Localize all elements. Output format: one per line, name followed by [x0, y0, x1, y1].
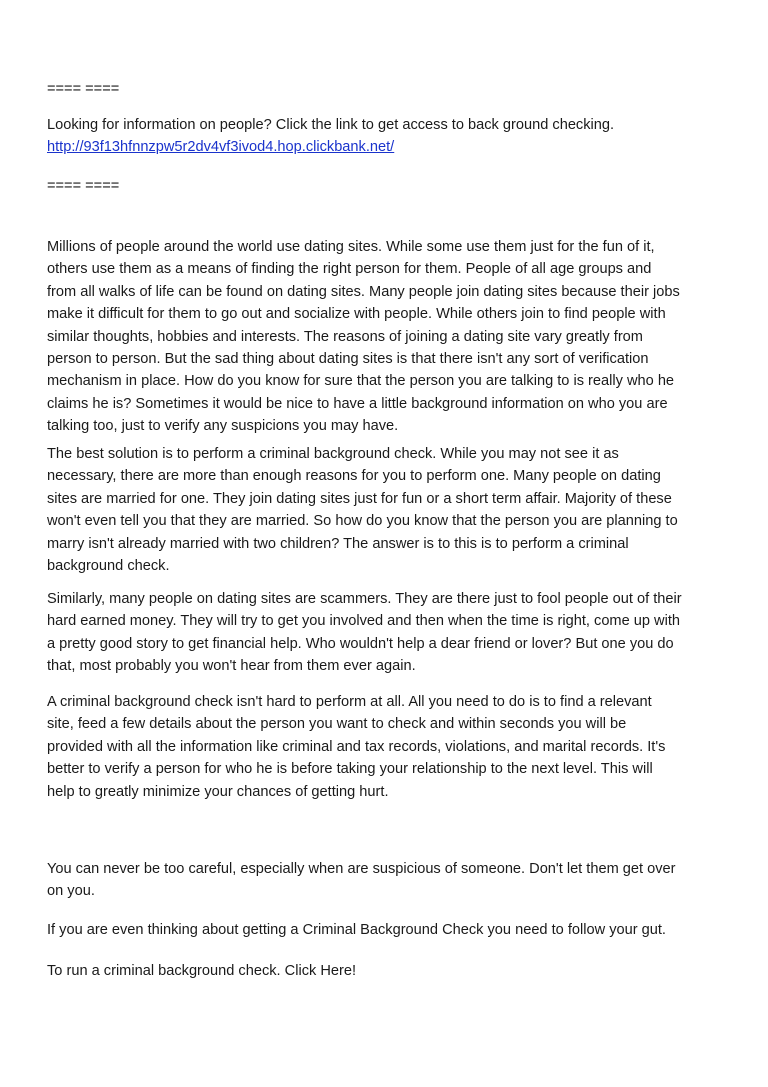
- paragraph-line: If you are even thinking about getting a Criminal Background Check you need to follow your gut.: [47, 922, 666, 938]
- paragraph-line: Millions of people around the world use dating sites. While some use them just for the fun of it,: [47, 239, 655, 255]
- paragraph-line: person to person. But the sad thing about dating sites is that there isn't any sort of verification: [47, 350, 649, 367]
- paragraph-1: [47, 236, 680, 438]
- separator-bottom: ==== ====: [47, 178, 120, 194]
- paragraph-line: The best solution is to perform a criminal background check. While you may not see it as: [47, 446, 619, 462]
- paragraph-3: [47, 588, 682, 678]
- paragraph-line: won't even tell you that they are married. So how do you know that the person you are planning to: [47, 513, 678, 530]
- paragraph-line: from all walks of life can be found on dating sites. Many people join dating sites because their jobs: [47, 283, 680, 300]
- paragraph-line: hard earned money. They will try to get you involved and then when the time is right, come up with: [47, 613, 681, 630]
- paragraph-line: Similarly, many people on dating sites are scammers. They are there just to fool people out of their: [47, 591, 682, 607]
- click-here-line: To run a criminal background check. Click Here!: [47, 963, 357, 979]
- paragraph-line: that, most probably you won't hear from them ever again.: [47, 658, 416, 675]
- intro-block: [47, 114, 614, 159]
- paragraph-line: claims he is? Sometimes it would be nice to have a little background information on who you are: [47, 395, 668, 412]
- paragraph-7: [47, 960, 356, 982]
- paragraph-line: similar thoughts, hobbies and interests. The reasons of joining a dating site vary greatly from: [47, 328, 643, 345]
- paragraph-line: provided with all the information like criminal and tax records, violations, and marital records. It's: [47, 738, 666, 755]
- paragraph-line: marry isn't already married with two children? The answer is to this is to perform a criminal: [47, 535, 629, 552]
- paragraph-line: A criminal background check isn't hard to perform at all. All you need to do is to find a relevant: [47, 694, 652, 710]
- paragraph-2: [47, 443, 678, 577]
- paragraph-line: a pretty good story to get financial help. Who wouldn't help a dear friend or lover? But one you do: [47, 635, 674, 652]
- paragraph-line: site, feed a few details about the person you want to check and within seconds you will be: [47, 716, 627, 733]
- intro-text: Looking for information on people? Click the link to get access to back ground checking.: [47, 117, 615, 133]
- paragraph-line: better to verify a person for who he is before taking your relationship to the next level. This will: [47, 761, 653, 778]
- paragraph-line: mechanism in place. How do you know for sure that the person you are talking to is really who he: [47, 373, 675, 390]
- paragraph-line: necessary, there are more than enough reasons for you to perform one. Many people on dating: [47, 468, 661, 485]
- separator-top: ==== ====: [47, 81, 120, 97]
- paragraph-6: [47, 919, 666, 941]
- paragraph-line: help to greatly minimize your chances of getting hurt.: [47, 783, 389, 800]
- paragraph-line: others use them as a means of finding the right person for them. People of all age groups and: [47, 261, 652, 278]
- paragraph-line: talking too, just to verify any suspicions you may have.: [47, 418, 399, 435]
- paragraph-4: [47, 691, 665, 803]
- paragraph-line: make it difficult for them to go out and socialize with people. While others join to find people with: [47, 306, 666, 323]
- paragraph-line: sites are married for one. They join dating sites just for fun or a short term affair. Majority of these: [47, 490, 672, 507]
- paragraph-line: on you.: [47, 883, 95, 900]
- paragraph-line: background check.: [47, 557, 170, 574]
- paragraph-5: [47, 858, 676, 903]
- paragraph-line: You can never be too careful, especially when are suspicious of someone. Don't let them get over: [47, 861, 676, 877]
- background-check-link[interactable]: http://93f13hfnnzpw5r2dv4vf3ivod4.hop.clickbank.net/: [47, 139, 395, 156]
